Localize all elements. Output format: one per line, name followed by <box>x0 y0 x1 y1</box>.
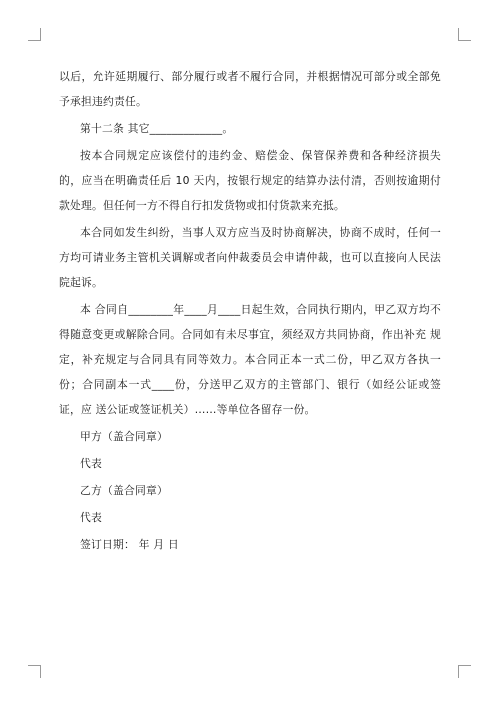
document-body <box>59 64 441 557</box>
crop-mark-top-left <box>28 28 41 41</box>
signing-date: 签订日期： 年 月 日 <box>80 538 179 551</box>
crop-mark-bottom-left <box>28 665 41 678</box>
paragraph-dispute-resolution: 本合同如发生纠纷，当事人双方应当及时协商解决，协商不成时，任何一方均可请业务主管机关调解或者向仲裁委员会申请仲裁，也可以直接向人民法院起诉。 <box>59 226 441 289</box>
party-b-seal: 乙方（盖合同章） <box>80 484 168 497</box>
paragraph-effective-date: 本 合同自________年____月____日起生效，合同执行期内，甲乙双方均不得随意变更或解除合同。合同如有未尽事宜，须经双方共同协商，作出补充 规定，补充规定与合同具有同等效力。本合同正本一式二份，甲乙双方各执一份；合同副本一式____份，分送甲乙双方的主管部门、银行（如经公证或签证，应 送公证或签证机关）……等单位各留存一份。 <box>59 303 441 416</box>
clause-12-other: 第十二条 其它_____________。 <box>80 122 234 135</box>
paragraph-penalty-payment: 按本合同规定应该偿付的违约金、赔偿金、保管保养费和各种经济损失的，应当在明确责任后 10 天内，按银行规定的结算办法付清，否则按逾期付款处理。但任何一方不得自行扣发货物或扣付货款来充抵。 <box>59 149 441 212</box>
party-b-representative: 代表 <box>80 511 102 524</box>
crop-mark-top-right <box>458 28 471 41</box>
crop-mark-bottom-right <box>458 665 471 678</box>
paragraph-continuation: 以后，允许延期履行、部分履行或者不履行合同，并根据情况可部分或全部免予承担违约责任。 <box>59 70 441 108</box>
party-a-representative: 代表 <box>80 457 102 470</box>
party-a-seal: 甲方（盖合同章） <box>80 430 168 443</box>
